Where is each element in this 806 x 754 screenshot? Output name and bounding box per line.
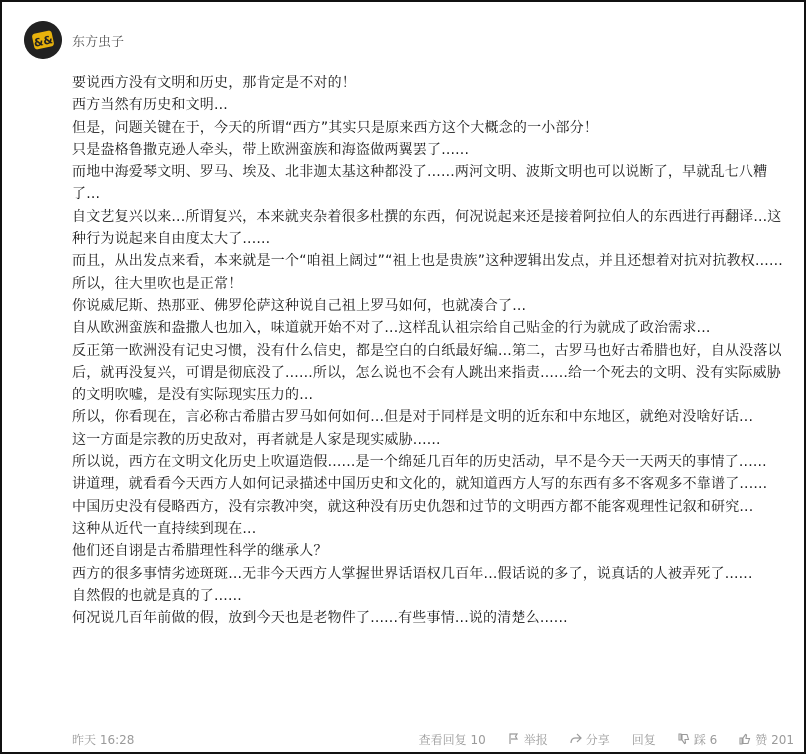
reply-label: 回复 [631, 732, 656, 747]
post-paragraph: 这一方面是宗教的历史敌对，再者就是人家是现实威胁...... [72, 431, 441, 448]
post-paragraph: 自文艺复兴以来...所谓复兴，本来就夹杂着很多杜撰的东西，何况说起来还是接着阿拉伯人的东西进行再翻译...这种行为说起来自由度太大了...... [72, 208, 782, 248]
dislike-button[interactable] [678, 731, 717, 748]
post-paragraph: 所以，你看现在，言必称古希腊古罗马如何如何...但是对于同样是文明的近东和中东地区，就绝对没啥好话... [72, 409, 754, 426]
post-paragraph: 反正第一欧洲没有记史习惯，没有什么信史，都是空白的白纸最好编...第二，古罗马也好古希腊也好，自从没落以后，就再没复兴，可谓是彻底没了......所以，怎么说也不会有人跳出来指责......给一个死去的文明、没有实际威胁的文明吹嘘，是没有实际现实压力的... [72, 342, 782, 404]
author-name[interactable]: 东方虫子 [72, 34, 125, 50]
like-label: 赞 201 [755, 732, 794, 747]
avatar[interactable] [24, 21, 62, 59]
post-footer [72, 729, 794, 749]
share-icon [570, 733, 582, 745]
post-paragraph: 自然假的也就是真的了...... [72, 587, 242, 604]
thumb-up-icon [739, 733, 751, 745]
report-button[interactable] [508, 731, 548, 748]
post-paragraph: 只是盎格鲁撒克逊人牵头，带上欧洲蛮族和海盗做两翼罢了...... [72, 141, 470, 158]
post-paragraph: 这种从近代一直持续到现在... [72, 520, 257, 537]
view-replies-button[interactable] [419, 731, 486, 748]
view-replies-label: 查看回复 10 [418, 732, 486, 747]
svg-text:&&: && [32, 33, 55, 50]
post-paragraph: 中国历史没有侵略西方，没有宗教冲突，就这种没有历史仇怨和过节的文明西方都不能客观理性记叙和研究... [72, 498, 754, 515]
thumb-down-icon [678, 733, 690, 745]
reply-button[interactable] [632, 731, 656, 748]
report-label: 举报 [523, 732, 548, 747]
post-paragraph: 所以说，西方在文明文化历史上吹逼造假......是一个绵延几百年的历史活动，早不是今天一天两天的事情了...... [72, 454, 767, 471]
post-paragraph: 讲道理，就看看今天西方人如何记录描述中国历史和文化的，就知道西方人写的东西有多不客观多不靠谱了...... [72, 476, 768, 493]
post-paragraph: 你说威尼斯、热那亚、佛罗伦萨这种说自己祖上罗马如何，也就凑合了... [72, 297, 527, 314]
dislike-label: 踩 6 [693, 732, 718, 747]
post-header [24, 20, 124, 60]
post-paragraph: 西方的很多事情劣迹斑斑...无非今天西方人掌握世界话语权几百年...假话说的多了，说真话的人被弄死了...... [72, 565, 753, 582]
share-label: 分享 [585, 732, 610, 747]
post-paragraph: 而地中海爱琴文明、罗马、埃及、北非迦太基这种都没了......两河文明、波斯文明也可以说断了，早就乱七八糟了... [72, 164, 768, 203]
post-paragraph: 但是，问题关键在于，今天的所谓“西方”其实只是原来西方这个大概念的一小部分！ [72, 119, 599, 136]
post-paragraph: 而且，从出发点来看，本来就是一个“咱祖上阔过”“祖上也是贵族”这种逻辑出发点，并且还想着对抗对抗教权......所以，往大里吹也是正常！ [72, 253, 783, 292]
post-paragraph: 西方当然有历史和文明... [72, 97, 228, 114]
share-button[interactable] [570, 731, 610, 748]
action-bar [419, 731, 794, 748]
post-paragraph: 要说西方没有文明和历史，那肯定是不对的！ [72, 75, 356, 91]
post-paragraph: 他们还自诩是古希腊理性科学的继承人？ [72, 543, 328, 560]
like-button[interactable] [739, 731, 794, 748]
post-time: 昨天 16:28 [72, 732, 135, 747]
flag-icon [508, 733, 520, 745]
post-paragraph: 自从欧洲蛮族和盎撒人也加入，味道就开始不对了...这样乱认祖宗给自己贴金的行为就成了政治需求... [72, 320, 711, 337]
post-paragraph: 何况说几百年前做的假，放到今天也是老物件了......有些事情...说的清楚么...... [72, 610, 568, 627]
avatar-logo-icon [24, 21, 62, 59]
post-body [72, 72, 794, 629]
